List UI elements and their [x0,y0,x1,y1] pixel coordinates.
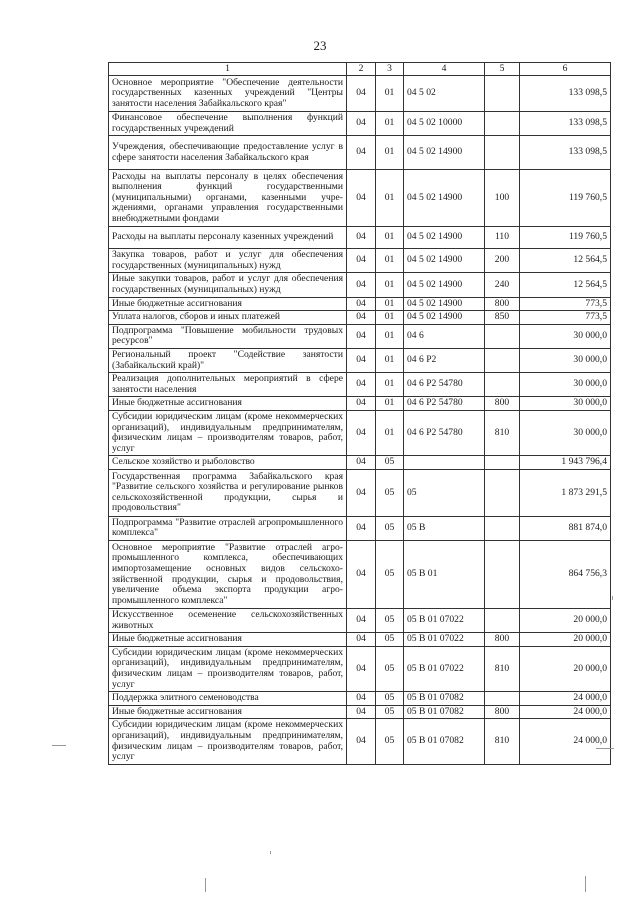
expense-type-code: 810 [485,646,520,691]
subsection-code: 05 [376,633,404,647]
row-name: Иные бюджетные ассигнования [109,397,347,411]
expense-type-code [485,373,520,397]
subsection-code: 01 [376,348,404,372]
target-article-code: 04 5 02 14900 [404,273,485,297]
expense-type-code: 800 [485,397,520,411]
table-row [109,469,611,516]
table-row [109,373,611,397]
row-name: Иные бюджетные ассигнования [109,705,347,719]
expense-type-code: 800 [485,705,520,719]
header-col-3: 3 [376,63,404,76]
target-article-code: 04 6 P2 54780 [404,397,485,411]
expense-type-code [485,76,520,112]
expense-type-code: 240 [485,273,520,297]
expense-type-code: 800 [485,633,520,647]
table-row [109,705,611,719]
subsection-code: 01 [376,170,404,227]
table-row [109,516,611,540]
amount: 773,5 [520,297,611,311]
section-code: 04 [347,136,376,170]
table-row [109,136,611,170]
expense-type-code [485,112,520,136]
amount: 133 098,5 [520,76,611,112]
row-name: Основное мероприятие "Развитие отраслей агропромышленного комплекса, обеспечивающих импортозамещение основных видов сельскохозяйственной продукции, сырья и продовольствия, увеличение объема экспорта продукции агропромышленного комплекса" [109,541,347,609]
target-article-code: 05 В 01 [404,541,485,609]
row-name: Расходы на выплаты персоналу в целях обеспечения выполнения функций государственными (муниципальными) органами, казенными учреждениями, органами управления государственными внебюджетными фондами [109,170,347,227]
subsection-code: 05 [376,646,404,691]
subsection-code: 01 [376,410,404,455]
expense-type-code: 810 [485,719,520,764]
target-article-code: 04 6 P2 54780 [404,410,485,455]
amount: 133 098,5 [520,136,611,170]
section-code: 04 [347,609,376,633]
expense-type-code [485,348,520,372]
subsection-code: 05 [376,719,404,764]
amount: 30 000,0 [520,410,611,455]
section-code: 04 [347,373,376,397]
amount: 119 760,5 [520,170,611,227]
section-code: 04 [347,112,376,136]
subsection-code: 01 [376,297,404,311]
table-row [109,692,611,706]
subsection-code: 05 [376,541,404,609]
row-name: Подпрограмма "Повышение мобильности трудовых ресурсов" [109,324,347,348]
row-name: Государственная программа Забайкальского края "Развитие сельского хозяйства и регулирование рынков сельскохозяйственной продукции, сырья и продовольствия" [109,469,347,516]
subsection-code: 01 [376,311,404,325]
row-name: Подпрограмма "Развитие отраслей агропромышленного комплекса" [109,516,347,540]
subsection-code: 01 [376,397,404,411]
section-code: 04 [347,410,376,455]
row-name: Расходы на выплаты персоналу казенных учреждений [109,227,347,249]
section-code: 04 [347,170,376,227]
target-article-code: 04 6 [404,324,485,348]
amount: 24 000,0 [520,692,611,706]
header-col-1: 1 [109,63,347,76]
table-row [109,324,611,348]
section-code: 04 [347,273,376,297]
section-code: 04 [347,705,376,719]
target-article-code: 04 5 02 [404,76,485,112]
page-number: 23 [313,38,327,53]
amount: 24 000,0 [520,705,611,719]
amount: 20 000,0 [520,609,611,633]
table-row [109,227,611,249]
target-article-code: 05 В 01 07082 [404,705,485,719]
amount: 12 564,5 [520,273,611,297]
section-code: 04 [347,456,376,470]
amount: 30 000,0 [520,324,611,348]
expense-type-code [485,516,520,540]
amount: 12 564,5 [520,249,611,273]
table-row [109,297,611,311]
subsection-code: 05 [376,692,404,706]
expense-type-code [485,324,520,348]
section-code: 04 [347,646,376,691]
section-code: 04 [347,469,376,516]
subsection-code: 05 [376,469,404,516]
table-row [109,397,611,411]
amount: 864 756,3 [520,541,611,609]
expense-type-code: 810 [485,410,520,455]
table-row [109,541,611,609]
amount: 20 000,0 [520,633,611,647]
table-row [109,311,611,325]
expense-type-code [485,609,520,633]
row-name: Основное мероприятие "Обеспечение деятельности государственных казенных учреждений "Центры занятости населения Забайкальского края" [109,76,347,112]
table-row [109,112,611,136]
subsection-code: 01 [376,112,404,136]
subsection-code: 01 [376,227,404,249]
expense-type-code: 100 [485,170,520,227]
row-name: Реализация дополнительных мероприятий в сфере занятости населения [109,373,347,397]
section-code: 04 [347,719,376,764]
expense-type-code [485,692,520,706]
expense-type-code: 850 [485,311,520,325]
row-name: Субсидии юридическим лицам (кроме некоммерческих организаций), индивидуальным предпринимателям, физическим лицам – производителям товаров, работ, услуг [109,719,347,764]
section-code: 04 [347,397,376,411]
target-article-code: 05 В 01 07082 [404,719,485,764]
row-name: Искусственное осеменение сельскохозяйственных животных [109,609,347,633]
expense-type-code [485,541,520,609]
row-name: Финансовое обеспечение выполнения функций государственных учреждений [109,112,347,136]
target-article-code: 04 5 02 14900 [404,249,485,273]
target-article-code: 04 5 02 14900 [404,311,485,325]
target-article-code: 05 В [404,516,485,540]
row-name: Сельское хозяйство и рыболовство [109,456,347,470]
amount: 20 000,0 [520,646,611,691]
section-code: 04 [347,516,376,540]
section-code: 04 [347,297,376,311]
table-row [109,170,611,227]
target-article-code [404,456,485,470]
expense-type-code [485,469,520,516]
row-name: Иные бюджетные ассигнования [109,297,347,311]
target-article-code: 05 [404,469,485,516]
subsection-code: 01 [376,76,404,112]
target-article-code: 05 В 01 07022 [404,609,485,633]
expense-type-code: 110 [485,227,520,249]
expense-type-code: 800 [485,297,520,311]
table-body [109,76,611,765]
table-row [109,76,611,112]
table-row [109,348,611,372]
target-article-code: 05 В 01 07082 [404,692,485,706]
amount: 119 760,5 [520,227,611,249]
header-col-2: 2 [347,63,376,76]
subsection-code: 05 [376,705,404,719]
header-col-4: 4 [404,63,485,76]
budget-table [108,62,611,765]
subsection-code: 01 [376,136,404,170]
header-col-5: 5 [485,63,520,76]
section-code: 04 [347,633,376,647]
amount: 30 000,0 [520,373,611,397]
row-name: Субсидии юридическим лицам (кроме некоммерческих организаций), индивидуальным предпринимателям, физическим лицам – производителям товаров, работ, услуг [109,410,347,455]
section-code: 04 [347,348,376,372]
row-name: Поддержка элитного семеноводства [109,692,347,706]
target-article-code: 04 5 02 14900 [404,136,485,170]
subsection-code: 05 [376,456,404,470]
table-row [109,609,611,633]
amount: 133 098,5 [520,112,611,136]
table-row [109,249,611,273]
target-article-code: 04 5 02 14900 [404,297,485,311]
row-name: Региональный проект "Содействие занятости (Забайкальский край)" [109,348,347,372]
table-row [109,646,611,691]
section-code: 04 [347,324,376,348]
subsection-code: 01 [376,324,404,348]
row-name: Субсидии юридическим лицам (кроме некоммерческих организаций), индивидуальным предпринимателям, физическим лицам – производителям товаров, работ, услуг [109,646,347,691]
table-header-row [109,63,611,76]
row-name: Уплата налогов, сборов и иных платежей [109,311,347,325]
expense-type-code [485,136,520,170]
target-article-code: 04 6 P2 54780 [404,373,485,397]
subsection-code: 01 [376,373,404,397]
row-name: Закупка товаров, работ и услуг для обеспечения государственных (муниципальных) нужд [109,249,347,273]
target-article-code: 04 5 02 10000 [404,112,485,136]
amount: 30 000,0 [520,348,611,372]
section-code: 04 [347,541,376,609]
section-code: 04 [347,692,376,706]
amount: 1 943 796,4 [520,456,611,470]
subsection-code: 05 [376,516,404,540]
expense-type-code [485,456,520,470]
table-row [109,456,611,470]
amount: 24 000,0 [520,719,611,764]
amount: 773,5 [520,311,611,325]
target-article-code: 04 5 02 14900 [404,227,485,249]
subsection-code: 01 [376,249,404,273]
table-row [109,273,611,297]
target-article-code: 05 В 01 07022 [404,646,485,691]
target-article-code: 05 В 01 07022 [404,633,485,647]
row-name: Учреждения, обеспечивающие предоставление услуг в сфере занятости населения Забайкальского края [109,136,347,170]
subsection-code: 05 [376,609,404,633]
table-row [109,719,611,764]
amount: 1 873 291,5 [520,469,611,516]
table-row [109,410,611,455]
header-col-6: 6 [520,63,611,76]
section-code: 04 [347,76,376,112]
table-row [109,633,611,647]
subsection-code: 01 [376,273,404,297]
row-name: Иные бюджетные ассигнования [109,633,347,647]
expense-type-code: 200 [485,249,520,273]
amount: 881 874,0 [520,516,611,540]
target-article-code: 04 6 P2 [404,348,485,372]
target-article-code: 04 5 02 14900 [404,170,485,227]
section-code: 04 [347,249,376,273]
row-name: Иные закупки товаров, работ и услуг для обеспечения государственных (муниципальных) нужд [109,273,347,297]
section-code: 04 [347,311,376,325]
amount: 30 000,0 [520,397,611,411]
section-code: 04 [347,227,376,249]
